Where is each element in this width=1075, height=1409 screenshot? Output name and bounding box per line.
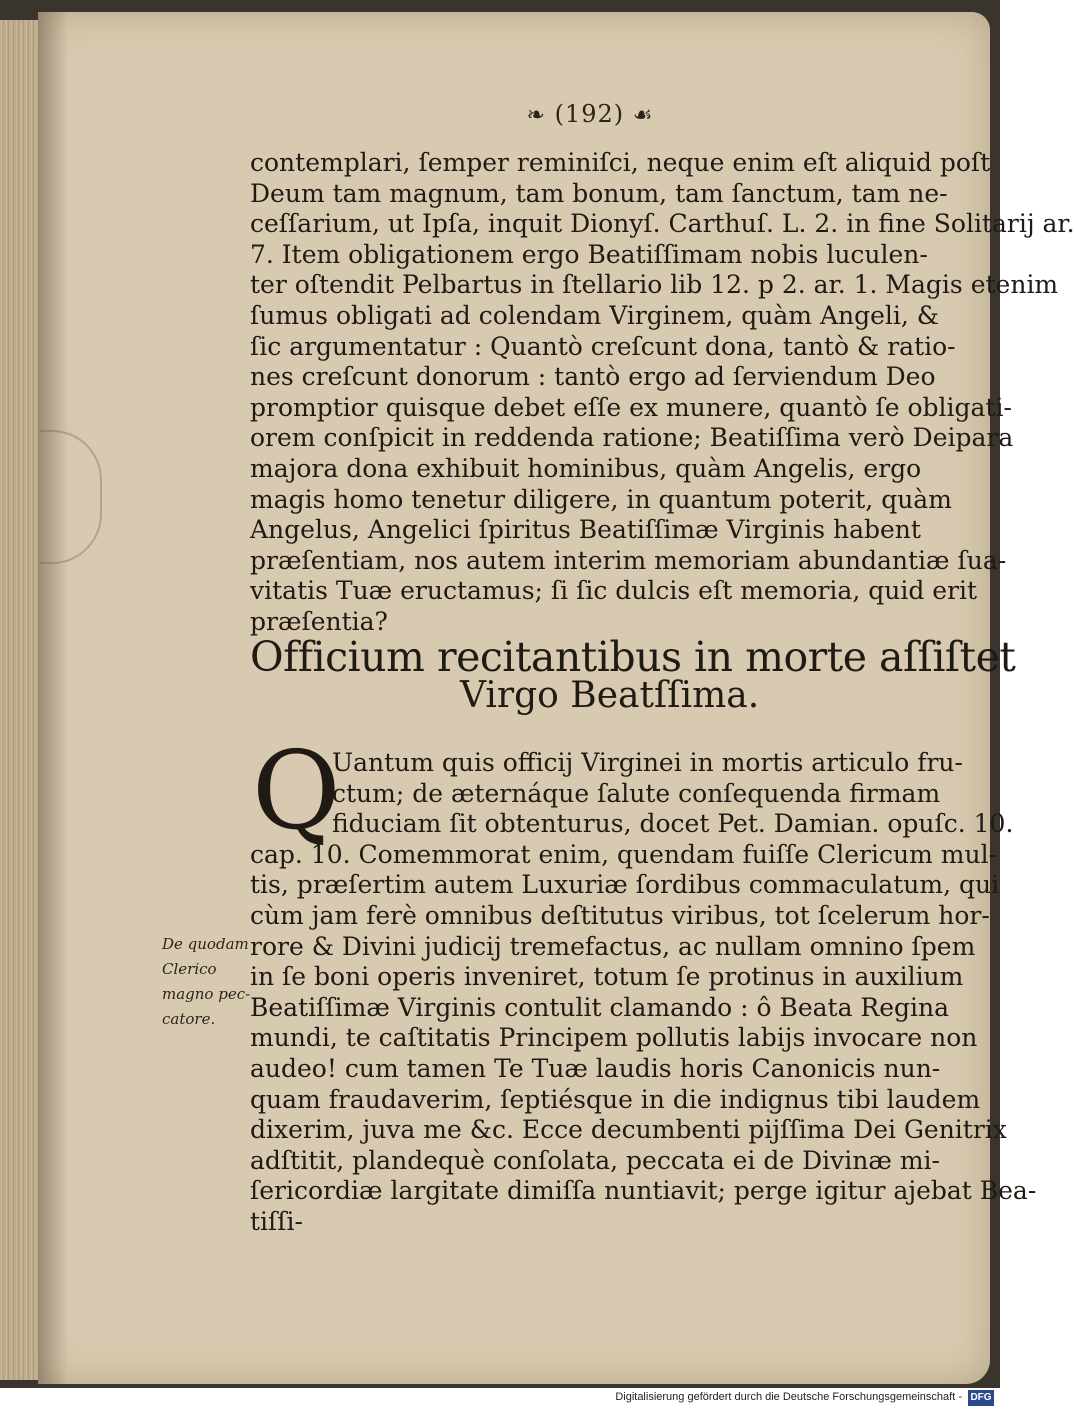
text-line: 7. Item obligationem ergo Beatiſſimam nobis luculen- xyxy=(250,239,928,269)
paragraph-2 xyxy=(250,748,1037,1238)
margin-note-line: catore. xyxy=(162,1010,216,1028)
margin-note-line: De quodam xyxy=(162,935,249,953)
footer-bar xyxy=(0,1388,1000,1409)
text-line: majora dona exhibuit hominibus, quàm Angelis, ergo xyxy=(250,453,922,483)
text-line: præſentiam, nos autem interim memoriam abundantiæ ſua- xyxy=(250,545,1007,575)
text-line: ctum; de æternáque ſalute conſequenda firmam xyxy=(332,778,941,808)
page-number: (192) xyxy=(554,100,625,128)
text-line: in ſe boni operis inveniret, totum ſe protinus in auxilium xyxy=(250,962,964,992)
text-line: mundi, te caſtitatis Principem pollutis labijs invocare non xyxy=(250,1023,978,1053)
text-line: ſic argumentatur : Quantò creſcunt dona, tantò & ratio- xyxy=(250,331,956,361)
text-line: orem conſpicit in reddenda ratione; Beatiſſima verò Deipara xyxy=(250,423,1014,453)
text-line: præſentia? xyxy=(250,606,388,636)
ornament-right-icon: ☙ xyxy=(632,103,654,128)
text-line: magis homo tenetur diligere, in quantum poterit, quàm xyxy=(250,484,952,514)
dfg-logo: DFG xyxy=(968,1390,994,1406)
margin-note xyxy=(162,932,262,1032)
text-line: vitatis Tuæ eructamus; ſi ſic dulcis eſt memoria, quid erit xyxy=(250,576,978,606)
text-line: tiſſi- xyxy=(250,1206,303,1236)
margin-note-line: magno pec- xyxy=(162,985,251,1003)
text-line: fiduciam ſit obtenturus, docet Pet. Damian. opuſc. 10. xyxy=(332,809,1014,839)
page-edges xyxy=(0,20,40,1380)
paragraph-1 xyxy=(250,148,1075,638)
footer-credit: Digitalisierung gefördert durch die Deutsche Forschungsgemeinschaft - xyxy=(615,1391,962,1403)
page-gutter-shadow xyxy=(38,12,68,1384)
drop-cap: Q xyxy=(252,729,341,854)
section-heading-line-2: Virgo Beatſſima. xyxy=(460,675,760,716)
text-line: adſtitit, plandequè conſolata, peccata ei de Divinæ mi- xyxy=(250,1145,940,1175)
text-line: quam fraudaverim, ſeptiésque in die indignus tibi laudem xyxy=(250,1084,981,1114)
margin-note-line: Clerico xyxy=(162,960,217,978)
text-line: tis, præſertim autem Luxuriæ ſordibus commaculatum, qui xyxy=(250,870,1000,900)
text-line: audeo! cum tamen Te Tuæ laudis horis Canonicis nun- xyxy=(250,1053,941,1083)
text-line: nes creſcunt donorum : tantò ergo ad ſerviendum Deo xyxy=(250,362,936,392)
text-line: contemplari, ſemper reminiſci, neque enim eſt aliquid poſt xyxy=(250,148,991,177)
text-line: ter oſtendit Pelbartus in ſtellario lib 12. p 2. ar. 1. Magis etenim xyxy=(250,270,1059,300)
text-line: Angelus, Angelici ſpiritus Beatiſſimæ Virginis habent xyxy=(250,515,921,545)
text-line: ſumus obligati ad colendam Virginem, quàm Angeli, & xyxy=(250,300,940,330)
text-line: Beatiſſimæ Virginis contulit clamando : ô Beata Regina xyxy=(250,992,950,1022)
text-line: rore & Divini judicij tremefactus, ac nullam omnino ſpem xyxy=(250,931,976,961)
text-line: cùm jam ferè omnibus deſtitutus viribus, tot ſcelerum hor- xyxy=(250,900,990,930)
text-line: ceſſarium, ut Ipſa, inquit Dionyſ. Carthuſ. L. 2. in fine Solitarij ar. xyxy=(250,209,1075,239)
section-heading-line-1: Officium recitantibus in morte aſſiſtet xyxy=(250,633,1016,681)
ornament-left-icon: ❧ xyxy=(526,103,546,128)
text-line: Uantum quis officij Virginei in mortis articulo fru- xyxy=(332,748,963,777)
text-line: promptior quisque debet eſſe ex munere, quantò ſe obligati- xyxy=(250,392,1012,422)
text-line: Deum tam magnum, tam bonum, tam ſanctum, tam ne- xyxy=(250,178,948,208)
text-line: cap. 10. Comemmorat enim, quendam fuiſſe Clericum mul- xyxy=(250,839,998,869)
page-header xyxy=(500,100,680,128)
text-line: ſericordiæ largitate dimiſſa nuntiavit; perge igitur ajebat Bea- xyxy=(250,1176,1037,1206)
text-line: dixerim, juva me &c. Ecce decumbenti pijſſima Dei Genitrix xyxy=(250,1115,1007,1145)
